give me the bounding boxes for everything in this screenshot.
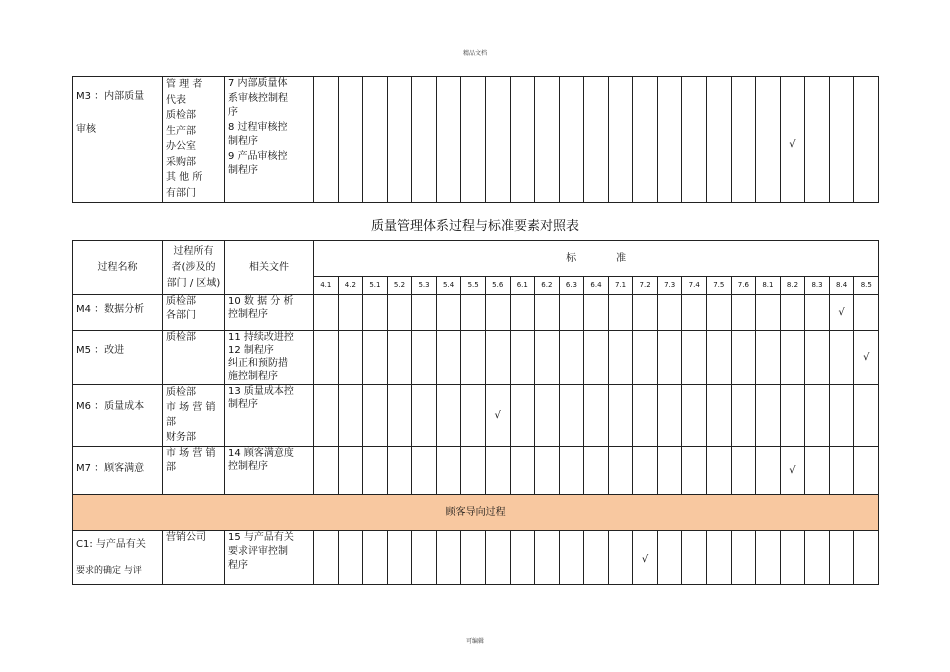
standard-cell — [314, 331, 339, 385]
standard-code: 7.4 — [682, 277, 707, 295]
standard-cell — [485, 447, 510, 495]
table-row — [73, 385, 879, 447]
process-name: 审核 — [76, 124, 96, 135]
standard-cell — [780, 331, 805, 385]
dept-cell-line: 市 场 营 销 — [166, 448, 216, 459]
standard-cell — [584, 385, 609, 447]
standard-cell — [510, 77, 535, 203]
standard-cell — [584, 531, 609, 585]
standard-cell — [854, 385, 879, 447]
dept-cell-line: 营销公司 — [166, 532, 206, 543]
header-row — [73, 241, 879, 277]
standard-code: 5.1 — [363, 277, 388, 295]
standard-code: 8.3 — [805, 277, 830, 295]
standard-cell — [682, 447, 707, 495]
docs-cell-line: 控制程序 — [228, 309, 268, 320]
standard-cell — [584, 447, 609, 495]
standard-cell — [657, 77, 682, 203]
standard-cell — [535, 531, 560, 585]
standard-cell — [756, 77, 781, 203]
dept-cell — [163, 385, 225, 447]
process-name-cell — [73, 295, 163, 331]
standard-cell — [608, 77, 633, 203]
docs-cell-line: 13 质量成本控 — [228, 386, 294, 397]
standard-cell — [682, 77, 707, 203]
dept-cell — [163, 295, 225, 331]
standard-cell — [707, 447, 732, 495]
page-header: 精品文档 — [462, 50, 487, 57]
process-name: M5 ：改进 — [76, 345, 125, 356]
dept-cell-line: 市 场 营 销 — [166, 402, 216, 413]
standard-cell — [805, 447, 830, 495]
header-dept — [163, 241, 225, 295]
dept-cell-line: 质检部 — [166, 332, 196, 343]
standard-cell — [461, 531, 486, 585]
docs-cell — [225, 331, 314, 385]
standard-cell — [461, 331, 486, 385]
docs-cell-line: 施控制程序 — [228, 371, 278, 382]
standard-cell — [633, 295, 658, 331]
dept-cell-line: 生产部 — [166, 125, 196, 137]
standard-cell — [756, 531, 781, 585]
standard-cell — [510, 331, 535, 385]
standard-cell — [829, 531, 854, 585]
check-mark: √ — [838, 307, 845, 318]
dept-cell-line: 财务部 — [166, 432, 196, 443]
docs-cell — [225, 447, 314, 495]
standard-cell — [657, 331, 682, 385]
standard-cell — [363, 331, 388, 385]
dept-cell-line: 管 理 者 — [166, 79, 203, 90]
dept-cell-line: 各部门 — [166, 310, 196, 321]
process-name-cell — [73, 385, 163, 447]
standard-cell — [657, 385, 682, 447]
table-row — [73, 295, 879, 331]
standard-cell — [657, 531, 682, 585]
standard-cell — [461, 385, 486, 447]
check-mark: √ — [494, 410, 501, 421]
standard-code: 6.4 — [584, 277, 609, 295]
docs-cell-line: 纠正和预防措 — [228, 358, 288, 369]
standard-code: 8.1 — [756, 277, 781, 295]
dept-cell-line: 质检部 — [166, 110, 196, 121]
standard-cell — [731, 295, 756, 331]
check-mark: √ — [789, 139, 796, 150]
standard-cell — [314, 531, 339, 585]
header-dept-line: 部门 / 区域) — [166, 277, 221, 289]
standard-cell — [780, 447, 805, 495]
standard-cell — [436, 385, 461, 447]
docs-cell-line: 制程序 — [228, 165, 258, 176]
standard-cell — [756, 385, 781, 447]
standard-cell — [756, 447, 781, 495]
standard-cell — [707, 385, 732, 447]
standard-cell — [633, 447, 658, 495]
standard-cell — [461, 77, 486, 203]
standard-code: 5.5 — [461, 277, 486, 295]
standard-code: 7.6 — [731, 277, 756, 295]
standard-cell — [363, 295, 388, 331]
top-table — [72, 76, 879, 203]
header-dept-line: 者(涉及的 — [171, 261, 216, 273]
standard-cell — [314, 447, 339, 495]
standard-code: 5.3 — [412, 277, 437, 295]
process-name: M7 ：顾客满意 — [76, 463, 145, 474]
table-row — [73, 447, 879, 495]
standard-cell — [780, 77, 805, 203]
standard-code: 7.2 — [633, 277, 658, 295]
standard-cell — [387, 385, 412, 447]
standard-cell — [829, 331, 854, 385]
standard-code: 7.5 — [707, 277, 732, 295]
docs-cell-line: 程序 — [228, 560, 248, 571]
standard-code: 6.2 — [535, 277, 560, 295]
main-table — [72, 240, 879, 585]
docs-cell-line: 系审核控制程 — [228, 92, 288, 104]
standard-cell — [707, 531, 732, 585]
standard-cell — [461, 447, 486, 495]
standard-cell — [829, 385, 854, 447]
standard-code: 5.4 — [436, 277, 461, 295]
standard-cell — [829, 447, 854, 495]
standard-cell — [338, 531, 363, 585]
standard-cell — [682, 385, 707, 447]
docs-cell — [225, 295, 314, 331]
standard-code: 8.4 — [829, 277, 854, 295]
standard-cell — [436, 531, 461, 585]
docs-cell-line: 制程序 — [228, 399, 258, 410]
process-name: M3 ：内部质量 — [76, 91, 145, 102]
standard-cell — [657, 295, 682, 331]
table-title: 质量管理体系过程与标准要素对照表 — [370, 219, 579, 234]
standard-cell — [854, 447, 879, 495]
standard-cell — [510, 447, 535, 495]
standard-cell — [535, 77, 560, 203]
standard-code: 4.2 — [338, 277, 363, 295]
standard-cell — [559, 295, 584, 331]
standard-cell — [363, 385, 388, 447]
standard-cell — [780, 385, 805, 447]
standard-cell — [756, 331, 781, 385]
dept-cell — [163, 531, 225, 585]
process-name: M4 ：数据分析 — [76, 304, 145, 315]
process-name: M6 ：质量成本 — [76, 401, 145, 412]
standard-cell — [338, 385, 363, 447]
standard-cell — [707, 295, 732, 331]
standard-cell — [485, 331, 510, 385]
standard-cell — [363, 447, 388, 495]
standard-cell — [682, 295, 707, 331]
standard-cell — [559, 385, 584, 447]
standard-cell — [854, 531, 879, 585]
docs-cell-line: 10 数 据 分 析 — [228, 296, 294, 307]
standard-cell — [854, 77, 879, 203]
standard-cell — [584, 331, 609, 385]
standard-code: 5.6 — [485, 277, 510, 295]
standard-cell — [805, 531, 830, 585]
standard-cell — [338, 77, 363, 203]
standard-cell — [608, 295, 633, 331]
standard-cell — [485, 295, 510, 331]
standard-code: 6.1 — [510, 277, 535, 295]
standard-cell — [387, 77, 412, 203]
standard-cell — [731, 331, 756, 385]
dept-cell — [163, 77, 225, 203]
docs-cell — [225, 531, 314, 585]
dept-cell-line: 办公室 — [166, 141, 196, 152]
standard-cell — [584, 295, 609, 331]
standard-cell — [731, 77, 756, 203]
standard-cell — [535, 295, 560, 331]
standard-cell — [535, 331, 560, 385]
standard-cell — [805, 385, 830, 447]
standard-cell — [682, 331, 707, 385]
section-banner: 顾客导向过程 — [73, 495, 879, 531]
standard-cell — [412, 77, 437, 203]
standard-cell — [314, 385, 339, 447]
docs-cell — [225, 77, 314, 203]
standard-cell — [314, 295, 339, 331]
docs-cell-line: 8 过程审核控 — [228, 121, 288, 133]
standard-cell — [412, 295, 437, 331]
docs-cell-line: 11 持续改进控 — [228, 332, 294, 343]
process-name-cell — [73, 447, 163, 495]
standard-cell — [780, 531, 805, 585]
standard-code: 8.2 — [780, 277, 805, 295]
standard-cell — [707, 331, 732, 385]
header-standard-b: 准 — [616, 253, 627, 264]
standard-cell — [510, 531, 535, 585]
standard-cell — [461, 295, 486, 331]
dept-cell-line: 采购部 — [166, 156, 196, 168]
standard-cell — [338, 295, 363, 331]
process-name-cell — [73, 77, 163, 203]
standard-cell — [829, 295, 854, 331]
docs-cell-line: 序 — [228, 107, 238, 118]
standard-cell — [780, 295, 805, 331]
standard-cell — [608, 447, 633, 495]
standard-cell — [535, 447, 560, 495]
docs-cell-line: 要求评审控制 — [228, 546, 288, 557]
dept-cell-line: 有部门 — [166, 187, 196, 199]
standard-cell — [559, 531, 584, 585]
standard-code: 8.5 — [854, 277, 879, 295]
docs-cell-line: 15 与产品有关 — [228, 532, 294, 543]
standard-cell — [485, 77, 510, 203]
docs-cell-line: 9 产品审核控 — [228, 150, 288, 162]
header-related-docs: 相关文件 — [225, 241, 314, 295]
standard-cell — [436, 331, 461, 385]
standard-cell — [485, 385, 510, 447]
standard-code: 7.1 — [608, 277, 633, 295]
standard-cell — [805, 295, 830, 331]
header-dept-line: 过程所有 — [173, 245, 214, 257]
standard-cell — [436, 295, 461, 331]
dept-cell-line: 其 他 所 — [166, 172, 203, 183]
docs-cell-line: 12 制程序 — [228, 345, 274, 356]
standard-cell — [608, 385, 633, 447]
standard-cell — [829, 77, 854, 203]
dept-cell-line: 部 — [166, 462, 176, 473]
standard-cell — [854, 295, 879, 331]
standard-cell — [731, 447, 756, 495]
standard-cell — [731, 531, 756, 585]
standard-cell — [682, 531, 707, 585]
standard-cell — [535, 385, 560, 447]
standard-cell — [707, 77, 732, 203]
standard-cell — [559, 77, 584, 203]
standard-cell — [314, 77, 339, 203]
process-name-cell — [73, 531, 163, 585]
standard-cell — [657, 447, 682, 495]
standard-cell — [338, 447, 363, 495]
standard-cell — [633, 531, 658, 585]
standard-cell — [854, 331, 879, 385]
check-mark: √ — [789, 465, 796, 476]
standard-cell — [559, 447, 584, 495]
check-mark: √ — [863, 352, 870, 363]
standard-cell — [412, 447, 437, 495]
standard-cell — [363, 77, 388, 203]
dept-cell-line: 部 — [166, 417, 176, 428]
dept-cell-line: 质检部 — [166, 296, 196, 307]
standard-cell — [387, 531, 412, 585]
standard-cell — [387, 447, 412, 495]
standard-cell — [363, 531, 388, 585]
standard-cell — [485, 531, 510, 585]
standard-code: 4.1 — [314, 277, 339, 295]
docs-cell-line: 控制程序 — [228, 461, 268, 472]
docs-cell-line: 14 顾客满意度 — [228, 448, 294, 459]
standard-cell — [633, 77, 658, 203]
standard-cell — [338, 331, 363, 385]
check-mark: √ — [641, 554, 649, 565]
process-name: 要求的确定 与评 — [76, 566, 142, 576]
standard-cell — [559, 331, 584, 385]
standard-cell — [633, 385, 658, 447]
standard-cell — [510, 295, 535, 331]
standard-cell — [510, 385, 535, 447]
header-standard — [314, 241, 879, 277]
header-process-name: 过程名称 — [73, 241, 163, 295]
dept-cell — [163, 331, 225, 385]
docs-cell-line: 7 内部质量体 — [228, 78, 288, 89]
docs-cell-line: 制程序 — [228, 136, 258, 147]
standard-cell — [387, 295, 412, 331]
standard-cell — [805, 77, 830, 203]
section-banner-row — [73, 495, 879, 531]
standard-cell — [805, 331, 830, 385]
header-standard-a: 标 — [566, 253, 577, 264]
page-footer: 可编辑 — [465, 638, 484, 645]
standard-code: 6.3 — [559, 277, 584, 295]
standard-cell — [412, 385, 437, 447]
standard-cell — [633, 331, 658, 385]
standard-cell — [412, 531, 437, 585]
standard-cell — [436, 447, 461, 495]
standard-code: 7.3 — [657, 277, 682, 295]
dept-cell-line: 质检部 — [166, 387, 196, 398]
standard-cell — [387, 331, 412, 385]
table-row — [73, 531, 879, 585]
dept-cell-line: 代表 — [166, 94, 186, 106]
standard-code: 5.2 — [387, 277, 412, 295]
standard-cell — [412, 331, 437, 385]
standard-cell — [608, 331, 633, 385]
table-row — [73, 331, 879, 385]
docs-cell — [225, 385, 314, 447]
standard-cell — [436, 77, 461, 203]
standard-cell — [756, 295, 781, 331]
dept-cell — [163, 447, 225, 495]
standard-cell — [608, 531, 633, 585]
process-name: C1: 与产品有关 — [76, 539, 146, 550]
standard-cell — [584, 77, 609, 203]
standard-cell — [731, 385, 756, 447]
process-name-cell — [73, 331, 163, 385]
table-row — [73, 77, 879, 203]
